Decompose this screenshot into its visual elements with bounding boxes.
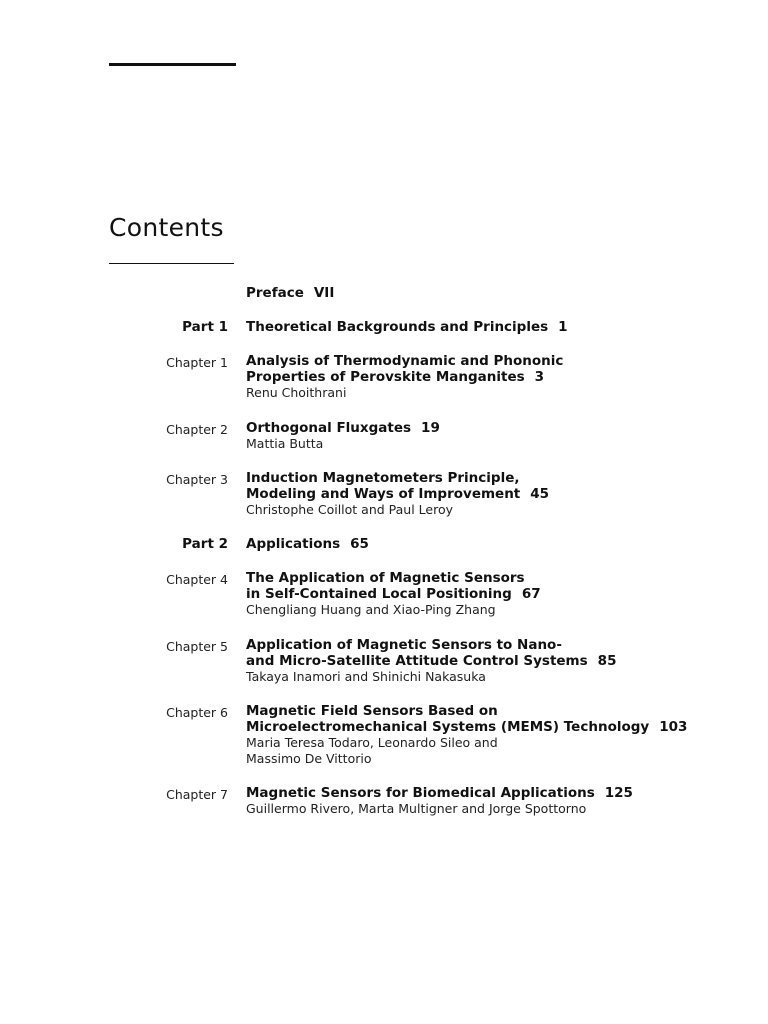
page-number: 85 xyxy=(597,653,617,669)
toc-entry-title[interactable]: Magnetic Field Sensors Based on xyxy=(246,703,498,719)
chapter-author: Mattia Butta xyxy=(246,436,324,451)
page-title: Contents xyxy=(109,213,224,242)
toc-entry-title-continued[interactable]: Modeling and Ways of Improvement 45 xyxy=(246,486,550,502)
page-number: 3 xyxy=(534,369,545,385)
toc-entry-title[interactable]: The Application of Magnetic Sensors xyxy=(246,570,525,586)
page-number: 1 xyxy=(558,319,568,335)
chapter-label: Chapter 5 xyxy=(166,639,228,654)
title-rule xyxy=(109,263,234,264)
toc-entry-title[interactable]: Theoretical Backgrounds and Principles 1 xyxy=(246,319,568,335)
toc-entry-title-continued[interactable]: in Self-Contained Local Positioning 67 xyxy=(246,586,541,602)
chapter-author: Chengliang Huang and Xiao-Ping Zhang xyxy=(246,602,496,617)
chapter-author: Christophe Coillot and Paul Leroy xyxy=(246,502,454,517)
page-number: 103 xyxy=(659,719,688,735)
chapter-label: Chapter 3 xyxy=(166,472,228,487)
toc-entry-title[interactable]: Preface VII xyxy=(246,285,335,301)
part-label: Part 2 xyxy=(182,536,228,552)
toc-entry-title[interactable]: Analysis of Thermodynamic and Phononic xyxy=(246,353,564,369)
chapter-author-continued: Massimo De Vittorio xyxy=(246,751,372,766)
page-number: 67 xyxy=(521,586,541,602)
chapter-author: Takaya Inamori and Shinichi Nakasuka xyxy=(246,669,486,684)
chapter-label: Chapter 1 xyxy=(166,355,228,370)
toc-entry-title-continued[interactable]: Microelectromechanical Systems (MEMS) Technology 103 xyxy=(246,719,688,735)
chapter-label: Chapter 6 xyxy=(166,705,228,720)
chapter-author: Maria Teresa Todaro, Leonardo Sileo and xyxy=(246,735,498,750)
toc-entry-title[interactable]: Application of Magnetic Sensors to Nano- xyxy=(246,637,562,653)
page-number: 125 xyxy=(604,785,633,801)
toc-entry-title[interactable]: Orthogonal Fluxgates 19 xyxy=(246,420,440,436)
toc-entry-title[interactable]: Induction Magnetometers Principle, xyxy=(246,470,520,486)
chapter-label: Chapter 4 xyxy=(166,572,228,587)
top-rule xyxy=(109,63,236,66)
toc-entry-title-continued[interactable]: Properties of Perovskite Manganites 3 xyxy=(246,369,545,385)
toc-entry-title[interactable]: Applications 65 xyxy=(246,536,369,552)
toc-entry-title[interactable]: Magnetic Sensors for Biomedical Applications 125 xyxy=(246,785,633,801)
page-number: 45 xyxy=(530,486,550,502)
page-number: 19 xyxy=(421,420,440,436)
chapter-label: Chapter 7 xyxy=(166,787,228,802)
page-number: 65 xyxy=(350,536,369,552)
chapter-label: Chapter 2 xyxy=(166,422,228,437)
chapter-author: Guillermo Rivero, Marta Multigner and Jorge Spottorno xyxy=(246,801,587,816)
chapter-author: Renu Choithrani xyxy=(246,385,347,400)
page-number: VII xyxy=(313,285,335,301)
part-label: Part 1 xyxy=(182,319,228,335)
toc-entry-title-continued[interactable]: and Micro-Satellite Attitude Control Systems 85 xyxy=(246,653,617,669)
